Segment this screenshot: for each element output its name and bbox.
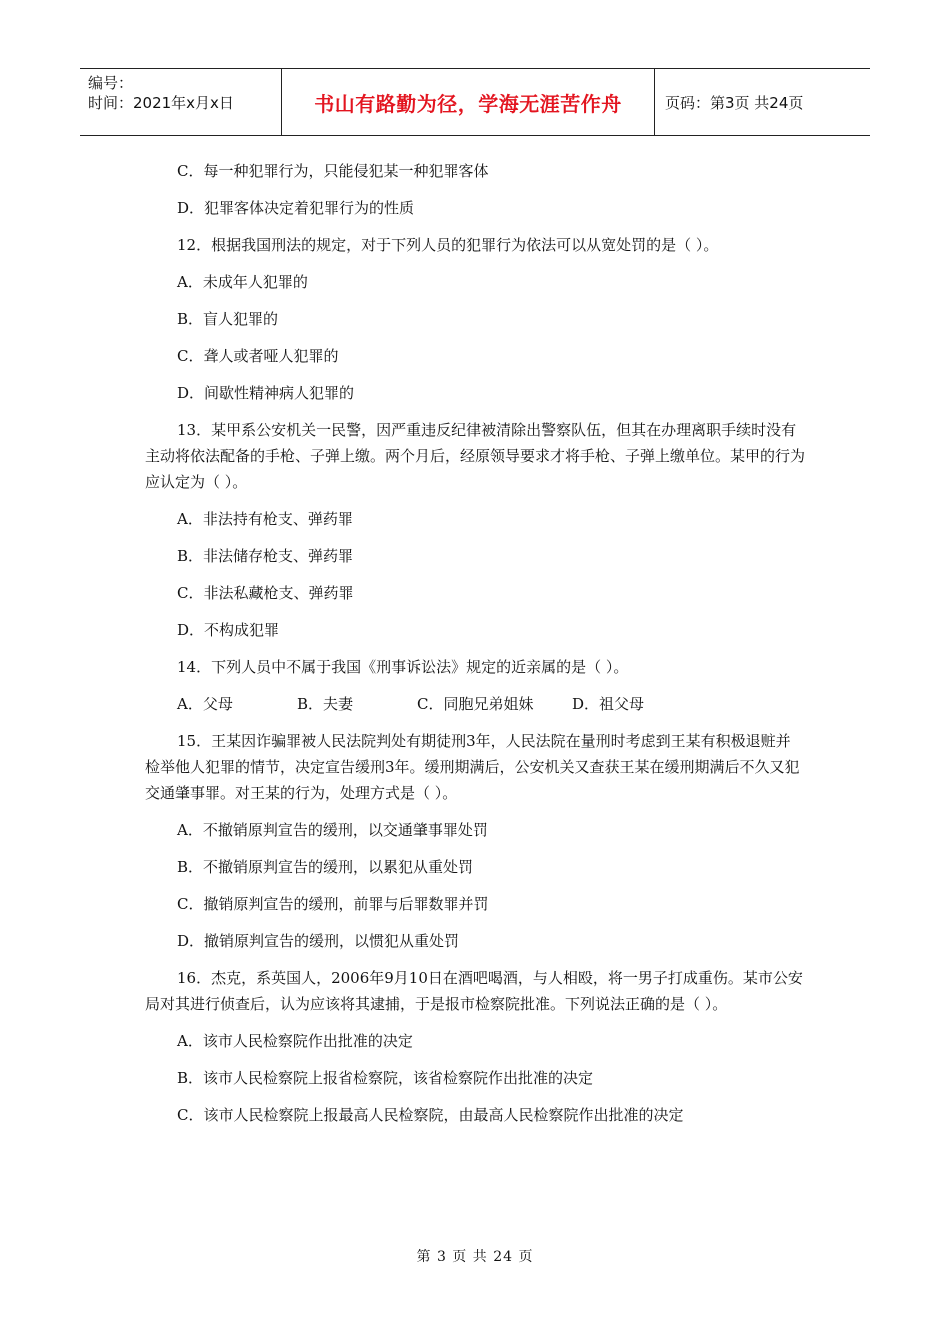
option-16-a: A．该市人民检察院作出批准的决定 [177,1032,413,1050]
option-16-b: B．该市人民检察院上报省检察院，该省检察院作出批准的决定 [177,1069,594,1087]
question-16: 16．杰克，系英国人，2006年9月10日在酒吧喝酒，与人相殴，将一男子打成重伤。某市公安局对其进行侦查后，认为应该将其逮捕，于是报市检察院批准。下列说法正确的是（ ）。 [145,969,803,1013]
option-13-d: D．不构成犯罪 [177,621,280,639]
option-12-b: B．盲人犯罪的 [177,310,279,328]
question-13: 13．某甲系公安机关一民警，因严重违反纪律被清除出警察队伍，但其在办理离职手续时没有主动将依法配备的手枪、子弹上缴。两个月后，经原领导要求才将手枪、子弹上缴单位。某甲的行为应认定为（ ）。 [145,421,806,491]
page-footer: 第 3 页 共 24 页 [416,1249,534,1265]
option-14-d: D．祖父母 [572,695,645,713]
option-15-d: D．撤销原判宣告的缓刑，以惯犯从重处罚 [177,932,460,950]
question-15: 15．王某因诈骗罪被人民法院判处有期徒刑3年，人民法院在量刑时考虑到王某有积极退赃并检举他人犯罪的情节，决定宣告缓刑3年。缓刑期满后，公安机关又查获王某在缓刑期满后不久又犯交通肇事罪。对王某的行为，处理方式是（ ）。 [145,732,800,802]
document-date: 时间：2021年x月x日 [88,94,234,112]
option-14-b: B．夫妻 [297,695,354,713]
question-14: 14．下列人员中不属于我国《刑事诉讼法》规定的近亲属的是（ ）。 [177,658,629,676]
option-14-c: C．同胞兄弟姐妹 [417,695,534,713]
option-12-c: C．聋人或者哑人犯罪的 [177,347,339,365]
page-header [80,68,870,136]
option-11-c: C．每一种犯罪行为，只能侵犯某一种犯罪客体 [177,162,489,180]
option-11-d: D．犯罪客体决定着犯罪行为的性质 [177,199,415,217]
option-16-c: C．该市人民检察院上报最高人民检察院，由最高人民检察院作出批准的决定 [177,1106,684,1124]
option-12-d: D．间歇性精神病人犯罪的 [177,384,355,402]
document-number-label: 编号： [88,74,134,92]
header-motto: 书山有路勤为径，学海无涯苦作舟 [282,69,655,135]
option-14-a: A．父母 [177,695,233,713]
question-12: 12．根据我国刑法的规定，对于下列人员的犯罪行为依法可以从宽处罚的是（ ）。 [177,236,719,254]
option-13-b: B．非法储存枪支、弹药罪 [177,547,354,565]
option-12-a: A．未成年人犯罪的 [177,273,308,291]
option-13-a: A．非法持有枪支、弹药罪 [177,510,353,528]
option-15-b: B．不撤销原判宣告的缓刑，以累犯从重处罚 [177,858,474,876]
option-15-c: C．撤销原判宣告的缓刑，前罪与后罪数罪并罚 [177,895,489,913]
header-page-number: 页码：第3页 共24页 [665,93,804,112]
header-meta [80,69,282,135]
option-15-a: A．不撤销原判宣告的缓刑，以交通肇事罪处罚 [177,821,488,839]
option-13-c: C．非法私藏枪支、弹药罪 [177,584,354,602]
document-body [145,158,805,1139]
options-14 [145,691,805,717]
